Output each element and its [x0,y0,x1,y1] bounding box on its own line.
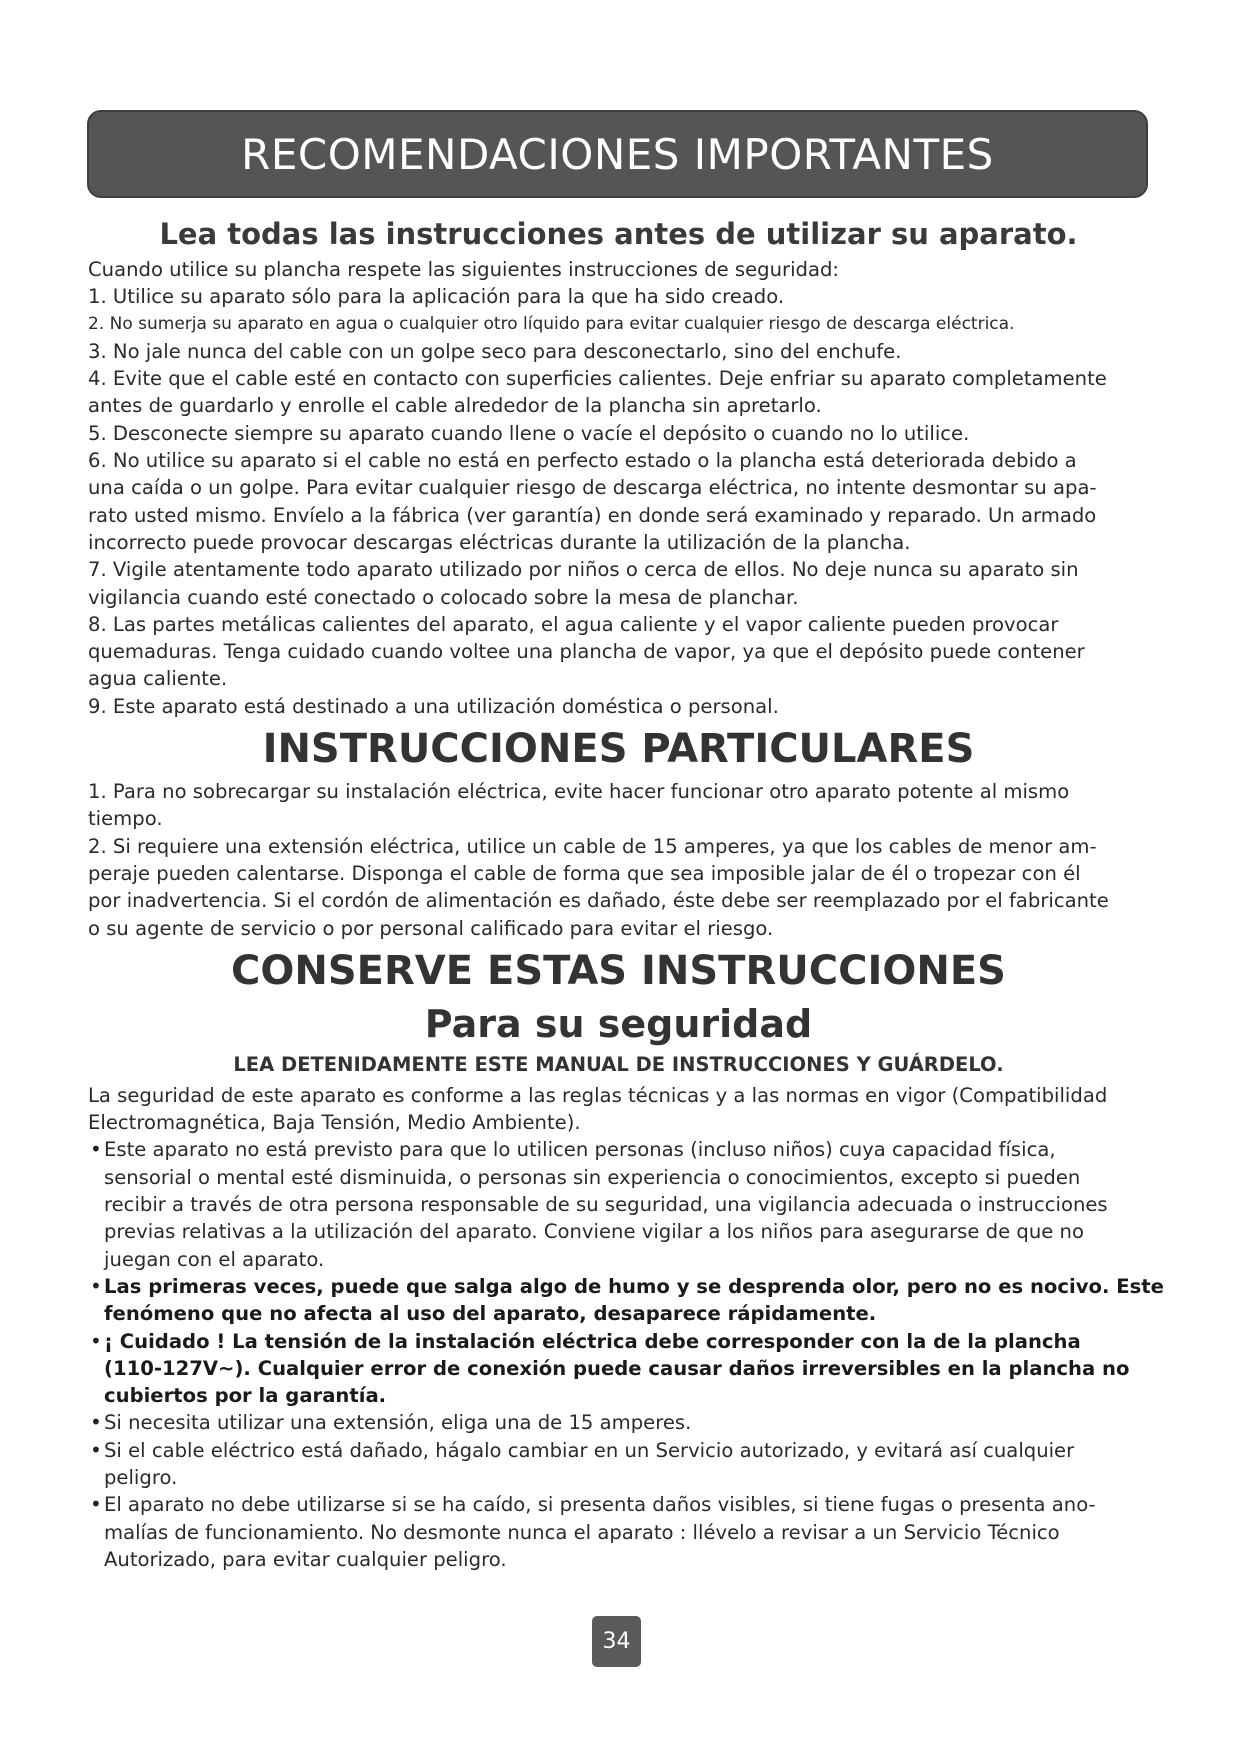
bullet-line: Si necesita utilizar una extensión, eliga una de 15 amperes. [104,1411,692,1435]
conserve-heading: LEA DETENIDAMENTE ESTE MANUAL DE INSTRUCCIONES Y GUÁRDELO. [233,1052,1004,1076]
particulares-line: tiempo. [88,807,163,831]
banner-title: RECOMENDACIONES IMPORTANTES [241,129,994,179]
intro-line: 1. Utilice su aparato sólo para la aplicación para la que ha sido creado. [88,285,785,309]
intro-line: incorrecto puede provocar descargas eléctricas durante la utilización de la plancha. [88,530,911,554]
safety-bullet-bold [88,1273,1188,1328]
bullet-marker: • [90,1328,102,1353]
particulares-lines [88,778,1188,942]
conserve-intro-line: Electromagnética, Baja Tensión, Medio Ambiente). [88,1111,581,1135]
bullet-line: El aparato no debe utilizarse si se ha caído, si presenta daños visibles, si tiene fugas o presenta ano- [104,1493,1096,1517]
intro-line: 4. Evite que el cable esté en contacto con superficies calientes. Deje enfriar su aparato completamente [88,367,1107,391]
bullet-line: sensorial o mental esté disminuida, o personas sin experiencia o conocimientos, excepto si pueden [104,1165,1081,1189]
intro-lines [88,256,1188,720]
conserve-title: CONSERVE ESTAS INSTRUCCIONES [231,947,1006,994]
intro-line: 6. No utilice su aparato si el cable no está en perfecto estado o la plancha está deteriorada debido a [88,449,1077,473]
intro-line: 5. Desconecte siempre su aparato cuando llene o vacíe el depósito o cuando no lo utilice. [88,421,970,445]
safety-bullet [88,1437,1188,1492]
intro-line: quemaduras. Tenga cuidado cuando voltee una plancha de vapor, ya que el depósito puede contener [88,640,1085,664]
particulares-line: peraje pueden calentarse. Disponga el cable de forma que sea imposible jalar de él o tropezar con él [88,861,1081,885]
bullet-line: juegan con el aparato. [104,1247,325,1271]
safety-bullet [88,1409,1188,1436]
bullet-line: fenómeno que no afecta al uso del aparato, desaparece rápidamente. [104,1302,877,1326]
intro-line: 2. No sumerja su aparato en agua o cualquier otro líquido para evitar cualquier riesgo de descarga eléctrica. [88,313,1015,334]
conserve-subtitle: Para su seguridad [424,1001,813,1046]
safety-bullet-bold [88,1328,1188,1410]
intro-line: rato usted mismo. Envíelo a la fábrica (ver garantía) en donde será examinado y reparado. Un armado [88,503,1097,527]
bullet-line: peligro. [104,1465,178,1489]
particulares-line: 1. Para no sobrecargar su instalación eléctrica, evite hacer funcionar otro aparato potente al mismo [88,780,1070,804]
intro-line: vigilancia cuando esté conectado o colocado sobre la mesa de planchar. [88,585,799,609]
bullet-line: Si el cable eléctrico está dañado, hágalo cambiar en un Servicio autorizado, y evitará así cualquier [104,1438,1075,1462]
bullet-line: cubiertos por la garantía. [104,1384,387,1408]
safety-bullet [88,1136,1188,1272]
bullet-line: Las primeras veces, puede que salga algo de humo y se desprenda olor, pero no es nocivo. Este [104,1274,1164,1298]
safety-bullet [88,1491,1188,1573]
bullet-line: previas relativas a la utilización del aparato. Conviene vigilar a los niños para asegurarse de que no [104,1220,1084,1244]
intro-line: agua caliente. [88,667,228,691]
section-banner [87,110,1148,198]
conserve-intro-line: La seguridad de este aparato es conforme a las reglas técnicas y a las normas en vigor (Compatibilidad [88,1083,1108,1107]
particulares-line: o su agente de servicio o por personal calificado para evitar el riesgo. [88,916,774,940]
bullet-line: Autorizado, para evitar cualquier peligro. [104,1547,507,1571]
bullet-marker: • [90,1137,102,1162]
bullet-line: Este aparato no está previsto para que lo utilicen personas (incluso niños) cuya capacidad física, [104,1138,1056,1162]
intro-line: antes de guardarlo y enrolle el cable alrededor de la plancha sin apretarlo. [88,394,822,418]
intro-line: 8. Las partes metálicas calientes del aparato, el agua caliente y el vapor caliente pueden provocar [88,612,1059,636]
intro-line: 7. Vigile atentamente todo aparato utilizado por niños o cerca de ellos. No deje nunca su aparato sin [88,558,1079,582]
bullet-line: ¡ Cuidado ! La tensión de la instalación eléctrica debe corresponder con la de la plancha [104,1329,1081,1353]
page-content [88,212,1188,1573]
bullet-marker: • [90,1410,102,1435]
bullet-marker: • [90,1492,102,1517]
intro-line: 3. No jale nunca del cable con un golpe seco para desconectarlo, sino del enchufe. [88,339,902,363]
intro-line: una caída o un golpe. Para evitar cualquier riesgo de descarga eléctrica, no intente desmontar su apa- [88,476,1097,500]
intro-line: Cuando utilice su plancha respete las siguientes instrucciones de seguridad: [88,258,840,281]
intro-line: 9. Este aparato está destinado a una utilización doméstica o personal. [88,694,779,718]
bullet-line: (110-127V~). Cualquier error de conexión puede causar daños irreversibles en la plancha no [104,1356,1130,1380]
bullet-line: malías de funcionamiento. No desmonte nunca el aparato : llévelo a revisar a un Servicio Técnico [104,1520,1060,1544]
particulares-line: 2. Si requiere una extensión eléctrica, utilice un cable de 15 amperes, ya que los cables de menor am- [88,834,1097,858]
intro-lead: Lea todas las instrucciones antes de utilizar su aparato. [159,217,1078,251]
particulares-title: INSTRUCCIONES PARTICULARES [262,726,975,773]
bullet-line: recibir a través de otra persona responsable de su seguridad, una vigilancia adecuada o instrucciones [104,1193,1108,1217]
particulares-line: por inadvertencia. Si el cordón de alimentación es dañado, éste debe ser reemplazado por el fabricante [88,889,1109,913]
bullet-marker: • [90,1273,102,1298]
page-number: 34 [592,1616,641,1667]
bullet-marker: • [90,1437,102,1462]
